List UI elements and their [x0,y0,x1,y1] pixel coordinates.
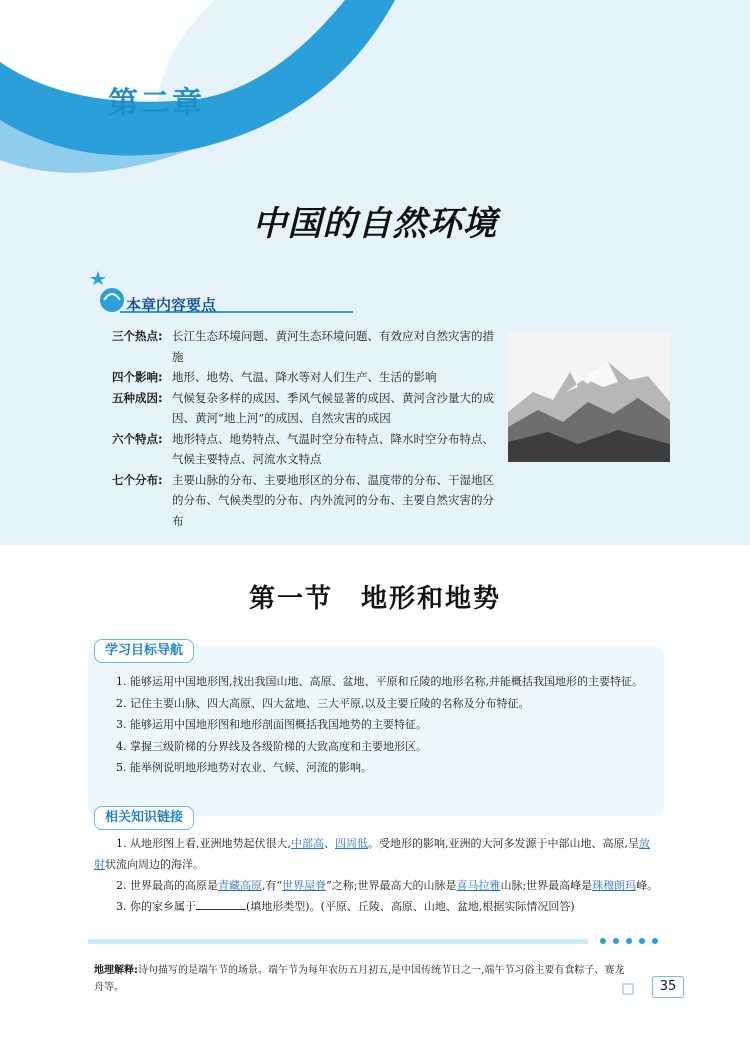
point-text: 主要山脉的分布、主要地形区的分布、温度带的分布、干湿地区的分布、气候类型的分布、内外流河的分布、主要自然灾害的分布 [172,472,494,528]
overview-points [112,326,502,531]
point-text: 地形特点、地势特点、气温时空分布特点、降水时空分布特点、气候主要特点、河流水文特点 [172,431,494,466]
text: 、 [323,837,335,850]
chapter-label: 第二章 [108,86,204,121]
goal-item: 5. 能举例说明地形地势对农业、气候、河流的影响。 [116,761,372,774]
goals-tab: 学习目标导航 [94,639,194,663]
text: ”之称;世界最高大的山脉是 [326,879,457,892]
links-list [94,833,659,917]
point-label: 四个影响: [112,370,163,384]
goal-item: 3. 能够运用中国地形图和地形剖面图概括我国地势的主要特征。 [116,718,427,731]
goal-item: 4. 掌握三级阶梯的分界线及各级阶梯的大致高度和主要地形区。 [116,739,427,753]
goals-list [94,671,659,779]
text: 状流向周边的海洋。 [105,858,204,871]
answer: 放射 [94,837,650,871]
point-text: 气候复杂多样的成因、季风气候显著的成因、黄河含沙量大的成因、黄河“地上河”的成因、自然灾害的成因 [172,390,494,425]
point-label: 五种成因: [112,390,163,405]
point-label: 七个分布: [112,472,163,487]
answer: 青藏高原 [218,879,262,892]
text: 1. 从地形图上看,亚洲地势起伏很大, [116,837,291,850]
square-icon [622,983,634,995]
point-row [112,470,502,532]
answer-blank[interactable] [196,897,246,910]
text: 3. 你的家乡属于 [116,900,196,913]
answer: 喜马拉雅 [456,879,501,892]
point-label: 三个热点: [112,329,163,343]
overview-label: 本章内容要点 [126,296,217,314]
footnote-label: 地理解释: [94,965,138,976]
section-title: 第一节 地形和地势 [248,584,501,614]
divider [88,936,668,946]
mountain-illustration [508,332,670,462]
star-icon [86,270,110,286]
point-row [112,429,502,470]
point-text: 长江生态环境问题、黄河生态环境问题、有效应对自然灾害的措施 [172,329,494,364]
answer: 世界屋脊 [282,879,327,892]
link-item [94,833,659,875]
answer: 中部高 [290,837,324,850]
text: (填地形类型)。(平原、丘陵、高原、山地、盆地,根据实际情况回答) [246,900,575,913]
point-text: 地形、地势、气温、降水等对人们生产、生活的影响 [172,370,437,384]
text: 2. 世界最高的高原是 [116,879,218,892]
point-label: 六个特点: [112,431,163,446]
links-tab: 相关知识链接 [94,806,194,830]
chapter-title: 中国的自然环境 [252,204,498,244]
answer: 珠穆朗玛 [592,879,637,892]
point-row [112,367,502,388]
goal-item: 2. 记住主要山脉、四大高原、四大盆地、三大平原,以及主要丘陵的名称及分布特征。 [116,696,530,710]
answer: 四周低 [334,837,368,850]
link-item [94,875,659,896]
page-number: 35 [652,976,684,998]
point-row [112,326,502,367]
link-item [94,896,659,917]
text: 峰。 [636,879,659,892]
goal-item: 1. 能够运用中国地形图,找出我国山地、高原、盆地、平原和丘陵的地形名称,并能概括我国地形的主要特征。 [116,675,643,688]
footnote [94,962,634,996]
text: 。受地形的影响,亚洲的大河多发源于中部山地、高原,呈 [367,837,639,850]
footnote-text: 诗句描写的是端午节的场景。端午节为每年农历五月初五,是中国传统节日之一,端午节习俗主要有食粽子、赛龙舟等。 [94,965,625,993]
text: 山脉;世界最高峰是 [500,879,593,892]
text: ,有“ [262,879,283,892]
point-row [112,388,502,429]
